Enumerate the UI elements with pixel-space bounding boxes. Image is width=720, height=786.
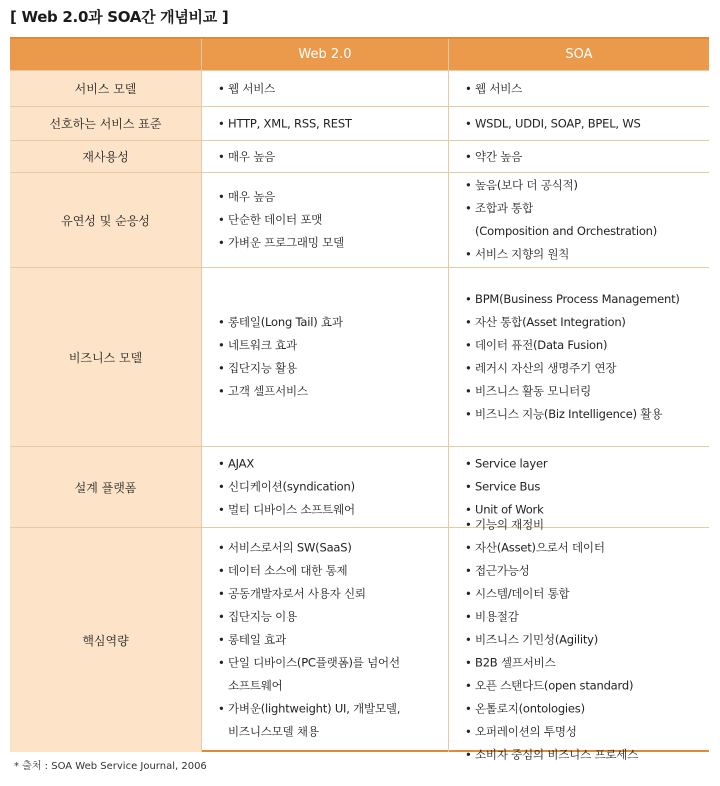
list-item-text: 조합과 통합 (Composition and Orchestration) xyxy=(475,201,658,238)
web20-cell xyxy=(201,141,448,172)
row-label: 서비스 모델 xyxy=(10,71,201,106)
list-item xyxy=(465,334,709,357)
list-item xyxy=(465,174,709,197)
bullet-icon: • xyxy=(465,502,472,517)
list-item xyxy=(465,721,709,744)
bullet-icon: • xyxy=(218,384,225,398)
bullet-icon: • xyxy=(218,315,225,329)
bullet-list xyxy=(202,311,448,403)
table-row xyxy=(10,71,709,107)
bullet-icon: • xyxy=(465,407,472,421)
list-item-text: 기능의 재정비 xyxy=(475,517,544,532)
list-item xyxy=(218,453,448,476)
bullet-icon: • xyxy=(465,178,472,192)
list-item xyxy=(465,112,709,135)
list-item-text: 약간 높음 xyxy=(475,149,523,163)
row-label: 선호하는 서비스 표준 xyxy=(10,107,201,140)
list-item xyxy=(218,698,448,744)
soa-cell xyxy=(448,141,709,172)
list-item-text: 레거시 자산의 생명주기 연장 xyxy=(475,361,617,375)
list-item xyxy=(218,186,448,209)
bullet-list xyxy=(202,112,448,135)
list-item-text: 데이터 퓨전(Data Fusion) xyxy=(475,338,608,352)
bullet-icon: • xyxy=(465,201,472,215)
bullet-icon: • xyxy=(218,632,225,647)
bullet-list xyxy=(449,453,709,522)
bullet-list xyxy=(449,514,709,767)
list-item-text: 자산(Asset)으로서 데이터 xyxy=(475,540,605,555)
list-item-text: 집단지능 활용 xyxy=(228,361,297,375)
list-item-text: 서비스로서의 SW(SaaS) xyxy=(228,540,352,555)
web20-cell xyxy=(201,528,448,752)
list-item xyxy=(218,357,448,380)
bullet-icon: • xyxy=(218,563,225,578)
bullet-icon: • xyxy=(465,747,472,762)
list-item-text: 비즈니스 활동 모니터링 xyxy=(475,384,591,398)
list-item xyxy=(465,243,709,266)
bullet-list xyxy=(202,453,448,522)
table-row xyxy=(10,268,709,447)
list-item xyxy=(218,334,448,357)
list-item xyxy=(218,560,448,583)
bullet-icon: • xyxy=(465,540,472,555)
bullet-icon: • xyxy=(218,586,225,601)
list-item-text: 단일 디바이스(PC플랫폼)를 넘어선 소프트웨어 xyxy=(228,655,400,693)
list-item-text: Service Bus xyxy=(475,479,541,494)
bullet-list xyxy=(449,145,709,168)
list-item xyxy=(465,652,709,675)
bullet-icon: • xyxy=(465,81,472,95)
source-footnote: * 출처 : SOA Web Service Journal, 2006 xyxy=(14,761,207,772)
header-cell-label xyxy=(10,39,201,70)
list-item xyxy=(218,537,448,560)
table-row xyxy=(10,107,709,141)
table-row xyxy=(10,173,709,268)
list-item-text: HTTP, XML, RSS, REST xyxy=(228,116,352,130)
list-item xyxy=(218,652,448,698)
row-label: 비즈니스 모델 xyxy=(10,268,201,446)
list-item-text: 자산 통합(Asset Integration) xyxy=(475,315,626,329)
soa-cell xyxy=(448,71,709,106)
bullet-icon: • xyxy=(218,701,225,716)
list-item xyxy=(465,629,709,652)
bullet-icon: • xyxy=(218,456,225,471)
page-title: [ Web 2.0과 SOA간 개념비교 ] xyxy=(10,8,229,26)
bullet-list xyxy=(449,174,709,266)
bullet-icon: • xyxy=(465,361,472,375)
list-item xyxy=(465,288,709,311)
header-cell-web20: Web 2.0 xyxy=(201,39,448,70)
list-item-text: 웹 서비스 xyxy=(475,81,523,95)
bullet-icon: • xyxy=(465,563,472,578)
list-item xyxy=(218,311,448,334)
web20-cell xyxy=(201,173,448,267)
bullet-icon: • xyxy=(465,292,472,306)
bullet-icon: • xyxy=(218,609,225,624)
list-item xyxy=(465,311,709,334)
web20-cell xyxy=(201,107,448,140)
list-item-text: 온톨로지(ontologies) xyxy=(475,701,585,716)
bullet-list xyxy=(202,77,448,100)
list-item-text: 오퍼레이션의 투명성 xyxy=(475,724,577,739)
list-item-text: 비용절감 xyxy=(475,609,519,624)
web20-cell xyxy=(201,447,448,527)
list-item xyxy=(465,453,709,476)
comparison-table xyxy=(10,37,709,762)
list-item-text: 높음(보다 더 공식적) xyxy=(475,178,578,192)
list-item xyxy=(465,197,709,243)
list-item-text: 가벼운(lightweight) UI, 개발모델, 비즈니스모델 채용 xyxy=(228,701,401,739)
list-item-text: 서비스 지향의 원칙 xyxy=(475,247,570,261)
bullet-icon: • xyxy=(465,247,472,261)
bullet-list xyxy=(449,77,709,100)
bullet-icon: • xyxy=(465,456,472,471)
list-item-text: 고객 셀프서비스 xyxy=(228,384,308,398)
bullet-icon: • xyxy=(218,502,225,517)
bullet-icon: • xyxy=(465,586,472,601)
soa-cell xyxy=(448,268,709,446)
list-item-text: 신디케이션(syndication) xyxy=(228,479,355,494)
list-item xyxy=(465,698,709,721)
bullet-list xyxy=(202,186,448,255)
list-item-text: WSDL, UDDI, SOAP, BPEL, WS xyxy=(475,116,641,130)
bullet-list xyxy=(449,288,709,426)
bullet-icon: • xyxy=(465,701,472,716)
list-item-text: 접근가능성 xyxy=(475,563,530,578)
bullet-list xyxy=(202,537,448,744)
list-item xyxy=(465,560,709,583)
list-item-text: B2B 셀프서비스 xyxy=(475,655,556,670)
bullet-icon: • xyxy=(465,724,472,739)
list-item-text: 롱테일(Long Tail) 효과 xyxy=(228,315,343,329)
bullet-icon: • xyxy=(218,361,225,375)
bullet-list xyxy=(202,145,448,168)
bullet-icon: • xyxy=(465,678,472,693)
list-item-text: 매우 높음 xyxy=(228,149,276,163)
list-item xyxy=(465,537,709,560)
list-item-text: 데이터 소스에 대한 통제 xyxy=(228,563,348,578)
bullet-icon: • xyxy=(218,116,225,130)
list-item xyxy=(218,476,448,499)
bullet-icon: • xyxy=(465,384,472,398)
list-item xyxy=(218,209,448,232)
list-item-text: 소비자 중심의 비즈니스 프로세스 xyxy=(475,747,639,762)
list-item xyxy=(465,675,709,698)
list-item xyxy=(465,357,709,380)
list-item xyxy=(218,629,448,652)
header-cell-soa: SOA xyxy=(448,39,709,70)
list-item xyxy=(465,77,709,100)
bullet-icon: • xyxy=(218,540,225,555)
list-item xyxy=(465,744,709,767)
list-item-text: 매우 높음 xyxy=(228,189,276,204)
list-item-text: 웹 서비스 xyxy=(228,81,276,95)
list-item xyxy=(218,232,448,255)
bullet-icon: • xyxy=(465,116,472,130)
bullet-icon: • xyxy=(465,338,472,352)
bullet-icon: • xyxy=(465,609,472,624)
list-item-text: 오픈 스탠다드(open standard) xyxy=(475,678,634,693)
list-item xyxy=(465,403,709,426)
table-row xyxy=(10,517,709,762)
bullet-icon: • xyxy=(465,149,472,163)
bullet-icon: • xyxy=(218,479,225,494)
table-header-row xyxy=(10,39,709,71)
bullet-icon: • xyxy=(218,212,225,227)
bullet-icon: • xyxy=(465,655,472,670)
list-item xyxy=(218,112,448,135)
web20-cell xyxy=(201,268,448,446)
list-item-text: 멀티 디바이스 소프트웨어 xyxy=(228,502,355,517)
list-item xyxy=(465,476,709,499)
soa-cell xyxy=(448,173,709,267)
list-item-text: BPM(Business Process Management) xyxy=(475,292,680,306)
list-item-text: 단순한 데이터 포맷 xyxy=(228,212,323,227)
bullet-icon: • xyxy=(465,632,472,647)
row-label: 핵심역량 xyxy=(10,528,201,752)
list-item-text: AJAX xyxy=(228,456,255,471)
bullet-icon: • xyxy=(218,655,225,670)
bullet-icon: • xyxy=(465,517,472,532)
web20-cell xyxy=(201,71,448,106)
list-item-text: Unit of Work xyxy=(475,502,544,517)
bullet-list xyxy=(449,112,709,135)
bullet-icon: • xyxy=(218,81,225,95)
bullet-icon: • xyxy=(218,189,225,204)
row-label: 설계 플랫폼 xyxy=(10,447,201,527)
list-item xyxy=(218,606,448,629)
list-item xyxy=(218,499,448,522)
bullet-icon: • xyxy=(218,338,225,352)
list-item xyxy=(218,583,448,606)
list-item-text: 가벼운 프로그래밍 모델 xyxy=(228,235,344,250)
list-item xyxy=(465,145,709,168)
list-item xyxy=(465,514,709,537)
row-label: 재사용성 xyxy=(10,141,201,172)
list-item xyxy=(465,380,709,403)
list-item-text: Service layer xyxy=(475,456,548,471)
row-label: 유연성 및 순응성 xyxy=(10,173,201,267)
table-row xyxy=(10,141,709,173)
list-item xyxy=(218,145,448,168)
list-item xyxy=(465,583,709,606)
soa-cell xyxy=(448,107,709,140)
list-item-text: 비즈니스 지능(Biz Intelligence) 활용 xyxy=(475,407,663,421)
bullet-icon: • xyxy=(465,479,472,494)
bullet-icon: • xyxy=(218,149,225,163)
list-item-text: 네트워크 효과 xyxy=(228,338,297,352)
list-item-text: 집단지능 이용 xyxy=(228,609,297,624)
bullet-icon: • xyxy=(218,235,225,250)
list-item xyxy=(218,380,448,403)
list-item-text: 공동개발자로서 사용자 신뢰 xyxy=(228,586,366,601)
soa-cell xyxy=(448,517,709,762)
list-item-text: 롱테일 효과 xyxy=(228,632,286,647)
bullet-icon: • xyxy=(465,315,472,329)
list-item-text: 비즈니스 기민성(Agility) xyxy=(475,632,599,647)
list-item-text: 시스템/데이터 통합 xyxy=(475,586,570,601)
list-item xyxy=(218,77,448,100)
list-item xyxy=(465,606,709,629)
